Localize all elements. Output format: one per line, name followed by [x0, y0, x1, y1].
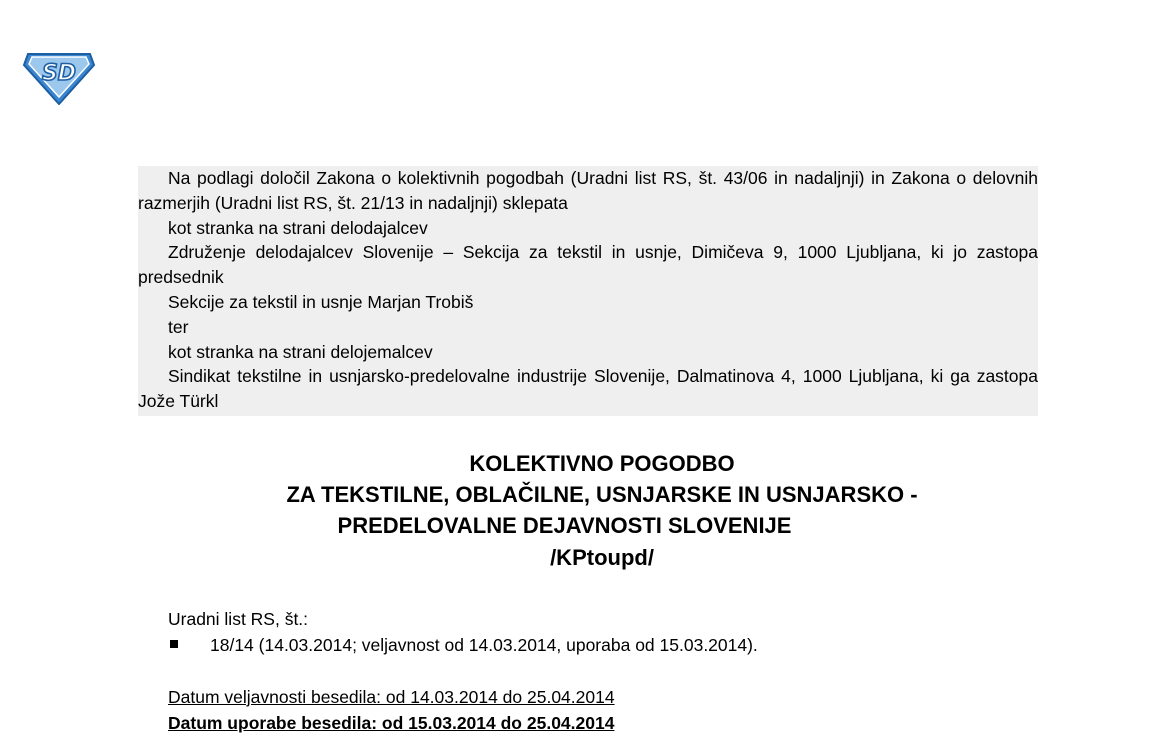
gazette-item-text: 18/14 (14.03.2014; veljavnost od 14.03.2014, uporaba od 15.03.2014). — [210, 635, 758, 655]
title-abbreviation: /KPtoupd/ — [550, 545, 654, 570]
title-line: PREDELOVALNE DEJAVNOSTI SLOVENIJE — [337, 513, 792, 538]
preamble-paragraph: Sekcije za tekstil in usnje Marjan Trobiš — [168, 291, 474, 312]
title-line: KOLEKTIVNO POGODBO — [469, 451, 735, 476]
document-title — [138, 448, 1066, 573]
preamble-paragraph: kot stranka na strani delodajalcev — [168, 217, 428, 238]
preamble-paragraph: Sindikat tekstilne in usnjarsko-predelovalne industrije Slovenije, Dalmatinova 4, 1000 Ljubljana, ki ga zastopa Jože Türkl — [138, 366, 1038, 412]
gazette-label: Uradni list RS, št.: — [168, 609, 309, 629]
preamble-paragraph: Združenje delodajalcev Slovenije – Sekcija za tekstil in usnje, Dimičeva 9, 1000 Ljubljana, ki jo zastopa predsednik — [138, 242, 1038, 288]
preamble-paragraph: ter — [168, 316, 189, 337]
validity-dates — [168, 684, 615, 736]
sd-diamond-logo-icon — [22, 49, 96, 105]
preamble-paragraph: kot stranka na strani delojemalcev — [168, 341, 433, 362]
title-line: ZA TEKSTILNE, OBLAČILNE, USNJARSKE IN USNJARSKO - — [286, 482, 918, 507]
use-date: Datum uporabe besedila: od 15.03.2014 do 25.04.2014 — [168, 713, 615, 733]
square-bullet-icon — [170, 640, 178, 648]
preamble-box — [138, 166, 1038, 416]
preamble-paragraph: Na podlagi določil Zakona o kolektivnih pogodbah (Uradni list RS, št. 43/06 in nadaljnji) in Zakona o delovnih razmerjih (Uradni list RS, št. 21/13 in nadaljnji) sklepata — [138, 168, 1038, 213]
validity-date: Datum veljavnosti besedila: od 14.03.2014 do 25.04.2014 — [168, 687, 615, 707]
official-gazette-section — [168, 607, 758, 657]
gazette-item — [168, 633, 758, 657]
logo-letters: SD — [41, 61, 77, 86]
